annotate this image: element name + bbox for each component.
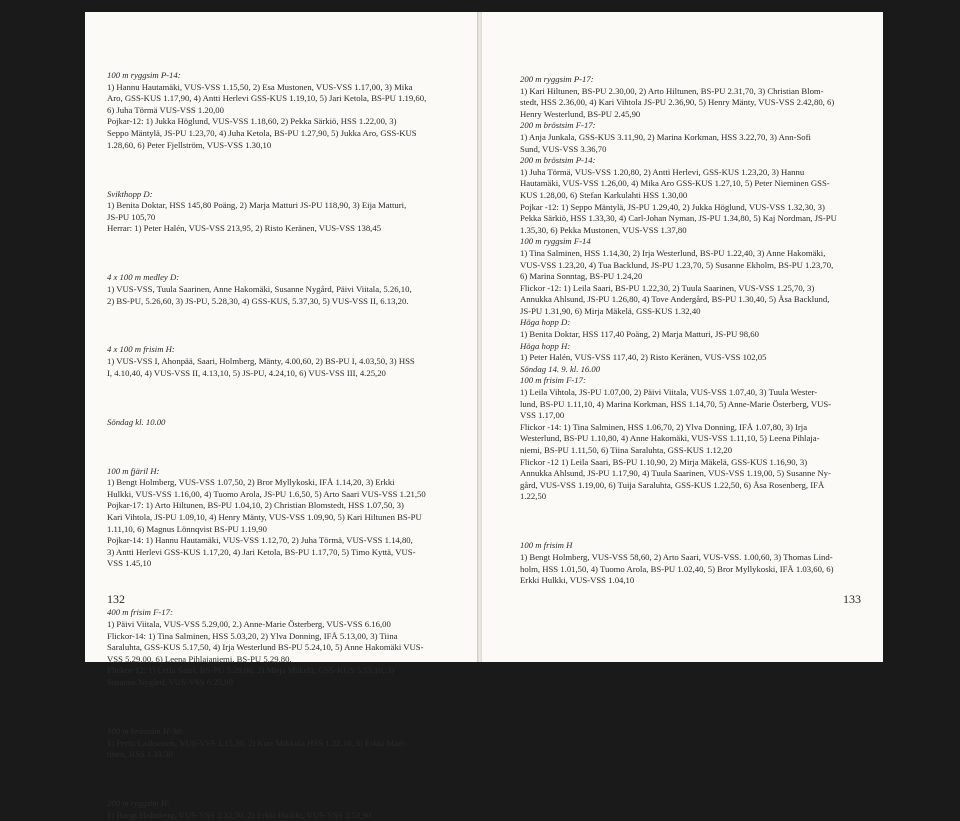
- result-line: VUS-VSS 1.23,20, 4) Tua Backlund, JS-PU 1.23,70, 5) Susanne Ekholm, BS-PU 1.23,70,: [520, 259, 834, 270]
- right-page-text: [520, 74, 865, 587]
- result-line: JS-PU 105,70: [107, 211, 156, 222]
- result-line: Kari Vihtola, JS-PU 1.09,10, 4) Henry Mänty, VUS-VSS 1.09,90, 5) Kari Hiltunen BS-PU: [107, 512, 422, 523]
- result-line: Westerlund, BS-PU 1.10,80, 4) Anne Hakomäki, VUS-VSS 1.11,10, 5) Leena Pihlaja-: [520, 433, 820, 444]
- result-line: Annukka Ahlsund, JS-PU 1.26,80, 4) Tove Andergård, BS-PU 1.30,40, 5) Åsa Backlund,: [520, 294, 830, 305]
- event-heading: Höga hopp H:: [520, 340, 571, 351]
- event-heading: 100 m ryggsim F-14: [520, 236, 591, 247]
- result-line: 1.11,10, 6) Magnus Lönnqvist BS-PU 1.19,90: [107, 523, 267, 534]
- result-line: Seppo Mäntylä, JS-PU 1.23,70, 4) Juha Ketola, BS-PU 1.27,90, 5) Jukka Aro, GSS-KUS: [107, 127, 417, 138]
- result-line: 1) Benita Doktar, HSS 145,80 Poäng, 2) Marja Matturi JS-PU 118,90, 3) Eija Matturi,: [107, 200, 407, 211]
- result-line: lund, BS-PU 1.11,10, 4) Marina Korkman, HSS 1.14,70, 5) Anne-Marie Österberg, VUS-: [520, 398, 832, 409]
- result-line: 1.22,50: [520, 491, 547, 502]
- event-heading: 200 m ryggsim H:: [107, 798, 170, 809]
- spacer: [107, 777, 464, 782]
- result-line: holm, HSS 1.01,50, 4) Tuomo Arola, BS-PU 1.02,40, 5) Bror Myllykoski, IFÅ 1.03,60, 6): [520, 563, 834, 574]
- event-heading: 200 m ryggsim P-17:: [520, 74, 594, 84]
- result-line: 3) Antti Herlevi GSS-KUS 1.17,20, 4) Jari Ketola, BS-PU 1.17,70, 5) Timo Kyttä, VUS-: [107, 546, 416, 557]
- result-line: 2) BS-PU, 5.26,60, 3) JS-PU, 5.28,30, 4) GSS-KUS, 5.37,30, 5) VUS-VSS II, 6.13,20.: [107, 295, 409, 306]
- event-heading: Söndag 14. 9. kl. 16.00: [520, 363, 601, 374]
- result-line: Pojkar-17: 1) Arto Hiltunen, BS-PU 1.04,10, 2) Christian Blomstedt, HSS 1.07,50, 3): [107, 500, 404, 511]
- spacer: [107, 323, 464, 328]
- result-line: 1.35,30, 6) Pekka Mustonen, VUS-VSS 1.37,80: [520, 224, 687, 235]
- result-line: Pojkar-12: 1) Jukka Höglund, VUS-VSS 1.18,60, 2) Pekka Särkiö, HSS 1.22,00, 3): [107, 116, 397, 127]
- event-heading: 4 x 100 m medley D:: [107, 272, 180, 283]
- event-heading: 4 x 100 m frisim H:: [107, 344, 175, 355]
- result-line: Susanne Nygård, VUS-VSS 6.25,90: [107, 676, 233, 687]
- result-line: Hulkki, VUS-VSS 1.16,00, 4) Tuomo Arola, JS-PU 1.6,50, 5) Arto Saari VUS-VSS 1.21,50: [107, 488, 426, 499]
- result-line: Pekka Särkiö, HSS 1.33,30, 4) Carl-Johan Nyman, JS-PU 1.34,80, 5) Kaj Nordman, JS-PU: [520, 213, 837, 224]
- result-line: 1) Leila Vihtola, JS-PU 1.07,00, 2) Päivi Viitala, VUS-VSS 1.07,40, 3) Tuula Wester-: [520, 387, 818, 398]
- result-line: 1) VUS-VSS I, Ahonpää, Saari, Holmberg, Mänty, 4.00,60, 2) BS-PU I, 4.03,50, 3) HSS: [107, 356, 415, 367]
- result-line: Sund, VUS-VSS 3.36,70: [520, 143, 607, 154]
- left-page-text: [107, 70, 464, 821]
- spacer: [107, 167, 464, 172]
- result-line: 1) Päivi Viitala, VUS-VSS 5.29,00, 2.) Anne-Marie Österberg, VUS-VSS 6.16,00: [107, 618, 391, 629]
- spacer: [107, 444, 464, 449]
- result-line: VSS 1.45,10: [107, 558, 152, 569]
- result-line: VSS 5.29,00, 6) Leena Pihlajaniemi, BS-PU 5.29,80.: [107, 653, 292, 664]
- event-heading: 100 m fjäril H:: [107, 465, 160, 476]
- result-line: Flickor -12: 1) Leila Saari, BS-PU 1.22,30, 2) Tuula Saarinen, VUS-VSS 1.25,70, 3): [520, 282, 815, 293]
- result-line: JS-PU 1.31,90, 6) Mirja Mäkelä, GSS-KUS 1.32,40: [520, 305, 701, 316]
- result-line: Pojkar-14: 1) Hannu Hautamäki, VUS-VSS 1.12,70, 2) Juha Törmä, VUS-VSS 1.14,80,: [107, 535, 413, 546]
- right-page: [482, 12, 883, 662]
- result-line: 1) Benita Doktar, HSS 117,40 Poäng, 2) Marja Matturi, JS-PU 98,60: [520, 329, 759, 340]
- result-line: Flickor-12: 1) Leila Saari, BS-PU 5.29,00, 2) Mirja Mäkelä, GSS-KUS 5.53,10, 3): [107, 665, 395, 676]
- result-line: gård, VUS-VSS 1.19,00, 6) Tuija Saraluhta, GSS-KUS 1.22,50, 6) Åsa Rosenberg, IFÅ: [520, 479, 825, 490]
- result-line: VSS 1.17,00: [520, 410, 565, 421]
- left-page: [85, 12, 478, 820]
- event-heading: 100 m bröstsim H-30:: [107, 725, 184, 736]
- result-line: 1) Bengt Holmberg, VUS-VSS 58,60, 2) Arto Saari, VUS-VSS. 1.00,60, 3) Thomas Lind-: [520, 551, 833, 562]
- result-line: 1) Anja Junkala, GSS-KUS 3.11,90, 2) Marina Korkman, HSS 3.22,70, 3) Ann-Sofi: [520, 131, 811, 142]
- event-heading: 200 m bröstsim F-17:: [520, 120, 596, 131]
- page-number: 132: [107, 592, 125, 606]
- result-line: Annukka Ahlsund, JS-PU 1.17,90, 4) Tuula Saarinen, VUS-VSS 1.19,00, 5) Susanne Ny-: [520, 468, 831, 479]
- result-line: 1) Hannu Hautamäki, VUS-VSS 1.15,50, 2) Esa Mustonen, VUS-VSS 1.17,00, 3) Mika: [107, 81, 413, 92]
- result-line: 1) Juha Törmä, VUS-VSS 1.20,80, 2) Antti Herlevi, GSS-KUS 1.23,20, 3) Hannu: [520, 166, 805, 177]
- result-line: 1) Pertti Laaksonen, VUS-VSS 1.15,30, 2) Kurt Mikkola HSS 1.22,10, 3) Erkki Mart-: [107, 737, 407, 748]
- result-line: 1.28,60, 6) Peter Fjellström, VUS-VSS 1.30,10: [107, 139, 272, 150]
- result-line: 1) Peter Halén, VUS-VSS 117,40, 2) Risto Keränen, VUS-VSS 102,05: [520, 352, 767, 363]
- result-line: Henry Westerlund, BS-PU 2.45,90: [520, 108, 641, 119]
- result-line: 1) VUS-VSS, Tuula Saarinen, Anne Hakomäki, Susanne Nygård, Päivi Viitala, 5.26,10,: [107, 283, 412, 294]
- result-line: 6) Marina Sonntag, BS-PU 1.24,20: [520, 271, 643, 282]
- result-line: 1) Bengt Holmberg, VUS-VSS 2.32,70, 2) Erkki Hulkki, VUS-VSS 2.53,90: [107, 809, 372, 820]
- result-line: Herrar: 1) Peter Halén, VUS-VSS 213,95, 2) Risto Keränen, VUS-VSS 138,45: [107, 223, 382, 234]
- event-heading: Svikthopp D:: [107, 188, 153, 199]
- spacer: [107, 251, 464, 256]
- result-line: tinen, HSS 1.33,30: [107, 749, 173, 760]
- event-heading: Höga hopp D:: [520, 317, 571, 328]
- result-line: niemi, BS-PU 1.11,50, 6) Tiina Saraluhta, GSS-KUS 1.12,20: [520, 445, 733, 455]
- result-line: 1) Tina Salminen, HSS 1.14,30, 2) Irja Westerlund, BS-PU 1.22,40, 3) Anne Hakomäki,: [520, 247, 826, 258]
- event-heading: 200 m bröstsim P-14:: [520, 155, 596, 166]
- result-line: I, 4.10,40, 4) VUS-VSS II, 4.13,10, 5) JS-PU, 4.24,10, 6) VUS-VSS III, 4.25,20: [107, 367, 386, 378]
- result-line: Pojkar -12: 1) Seppo Mäntylä, JS-PU 1.29,40, 2) Jukka Höglund, VUS-VSS 1.32,30, 3): [520, 201, 825, 212]
- event-heading: 100 m frisim H: [520, 540, 573, 551]
- result-line: KUS 1.28,00, 6) Stefan Karkulahti HSS 1.30,00: [520, 189, 688, 200]
- event-heading: 100 m frisim F-17:: [520, 375, 586, 386]
- result-line: 1) Kari Hiltunen, BS-PU 2.30,00, 2) Arto Hiltunen, BS-PU 2.31,70, 3) Christian Blom-: [520, 85, 824, 96]
- spacer: [107, 705, 464, 710]
- result-line: Aro, GSS-KUS 1.17,90, 4) Antti Herlevi GSS-KUS 1.19,10, 5) Jari Ketola, BS-PU 1.19,60,: [107, 93, 427, 104]
- result-line: stedt, HSS 2.36,00, 4) Kari Vihtola JS-PU 2.36,90, 5) Henry Mänty, VUS-VSS 2.42,80, 6): [520, 97, 835, 108]
- event-heading: Söndag kl. 10.00: [107, 416, 166, 427]
- event-heading: 400 m frisim F-17:: [107, 607, 173, 618]
- result-line: Flickor -14: 1) Tina Salminen, HSS 1.06,70, 2) Ylva Donning, IFÅ 1.07,80, 3) Irja: [520, 421, 808, 432]
- result-line: Erkki Hulkki, VUS-VSS 1.04,10: [520, 575, 635, 586]
- result-line: Flickor-14: 1) Tina Salminen, HSS 5.03,20, 2) Ylva Donning, IFÅ 5.13,00, 3) Tiina: [107, 630, 398, 641]
- event-heading: 100 m ryggsim P-14:: [107, 70, 181, 80]
- result-line: 1) Bengt Holmberg, VUS-VSS 1.07,50, 2) Bror Myllykoski, IFÅ 1.14,20, 3) Erkki: [107, 477, 395, 488]
- spacer: [107, 586, 464, 591]
- result-line: Saraluhta, GSS-KUS 5.17,50, 4) Irja Westerlund BS-PU 5.24,10, 5) Anne Hakomäki VUS-: [107, 642, 424, 653]
- result-line: 6) Juha Törmä VUS-VSS 1.20,00: [107, 104, 224, 115]
- spacer: [520, 519, 865, 524]
- page-number: 133: [843, 592, 861, 606]
- result-line: Flickor -12 1) Leila Saari, BS-PU 1.10,90, 2) Mirja Mäkelä, GSS-KUS 1.16,90, 3): [520, 456, 808, 467]
- spacer: [107, 395, 464, 400]
- result-line: Hautamäki, VUS-VSS 1.26,00, 4) Mika Aro GSS-KUS 1.27,10, 5) Peter Nieminen GSS-: [520, 178, 830, 189]
